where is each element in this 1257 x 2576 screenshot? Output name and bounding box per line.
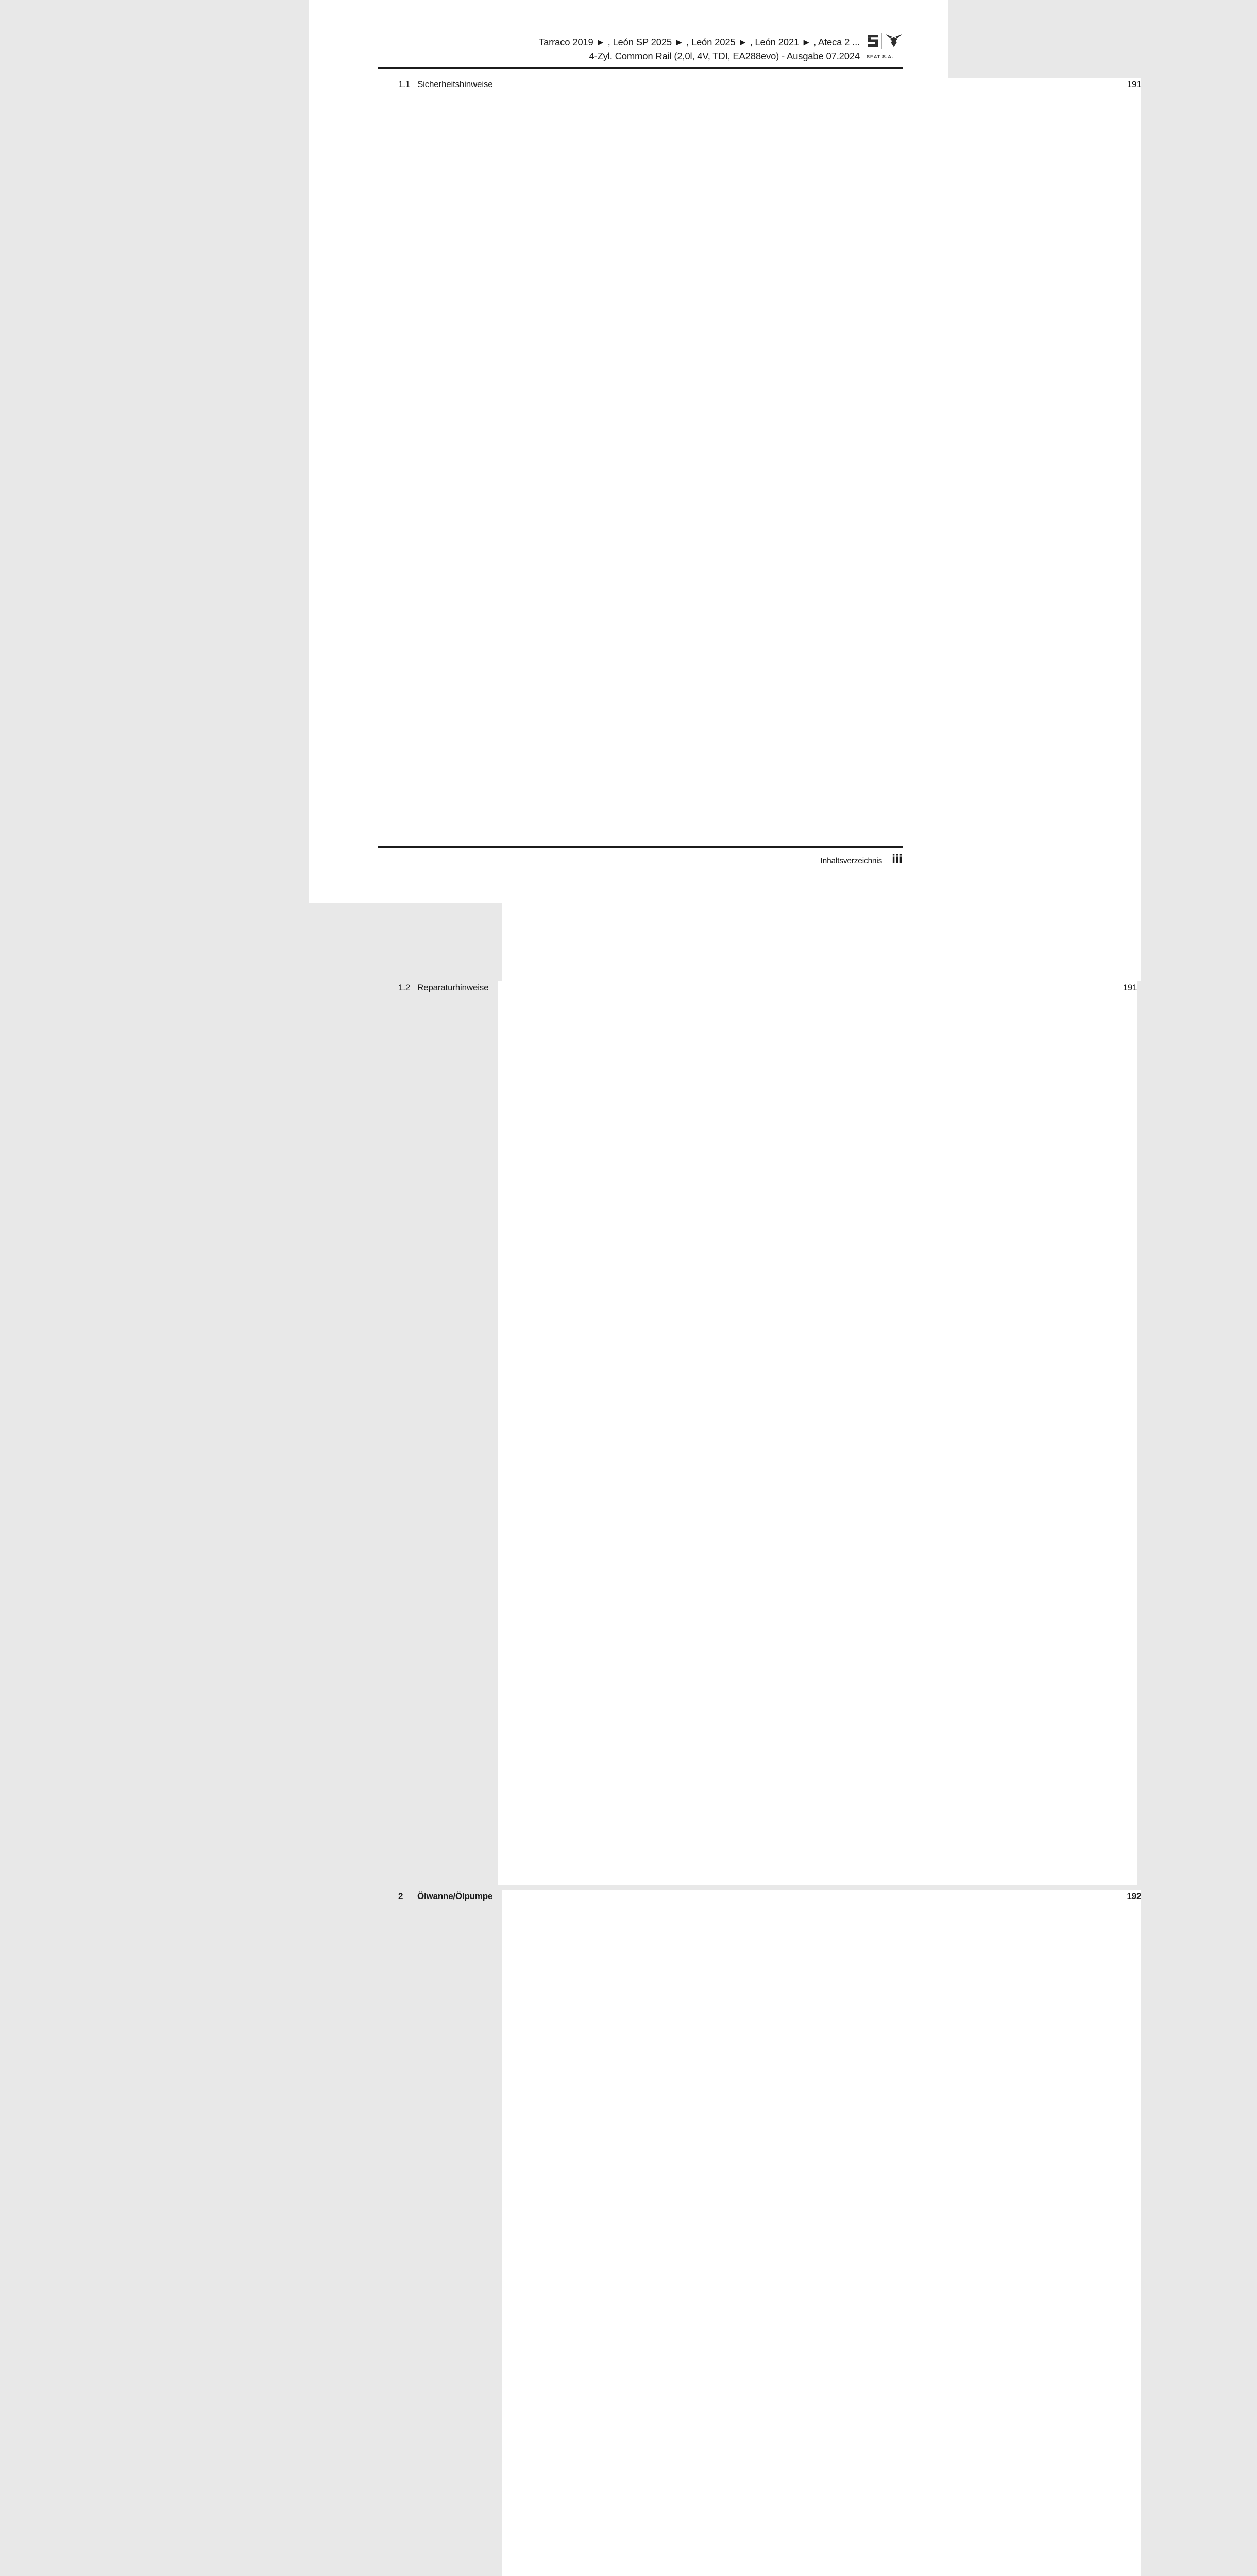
cupra-logo: [886, 34, 902, 47]
footer-page-number: iii: [892, 852, 903, 867]
seat-logo: [868, 35, 878, 47]
header-engine-line: 4-Zyl. Common Rail (2,0l, 4V, TDI, EA288evo) - Ausgabe 07.2024: [589, 50, 860, 61]
toc-entry-number: 1.1: [398, 79, 411, 89]
toc-entry[interactable]: [383, 1890, 1142, 2576]
toc-entry[interactable]: [383, 78, 1142, 981]
footer-label: Inhaltsverzeichnis: [820, 857, 882, 866]
header-rule: [378, 67, 903, 69]
toc-entry-title: Reparaturhinweise: [417, 982, 489, 992]
page-header: [378, 32, 903, 63]
header-models-line: Tarraco 2019 ► , León SP 2025 ► , León 2025 ► , León 2021 ► , Ateca 2 ...: [539, 37, 860, 47]
page-footer: [821, 852, 903, 867]
toc-entry-page: 192: [502, 1890, 1141, 2576]
brand-logo-block: [867, 32, 903, 59]
header-text-block: [539, 32, 860, 63]
brand-logos: [867, 32, 903, 50]
table-of-contents: [383, 78, 1142, 2576]
toc-entry[interactable]: [383, 981, 1137, 1885]
toc-entry-number: 2: [398, 1891, 403, 1901]
brand-label: SEAT S.A.: [867, 54, 894, 59]
toc-entry-number: 1.2: [398, 982, 411, 992]
toc-entry-title: Sicherheitshinweise: [417, 79, 493, 89]
toc-entry-page: 191: [502, 78, 1141, 981]
toc-entry-title: Ölwanne/Ölpumpe: [417, 1891, 493, 1901]
toc-page: [309, 0, 1142, 1901]
toc-entry-page: 191: [498, 981, 1137, 1885]
footer-rule: [378, 846, 903, 848]
